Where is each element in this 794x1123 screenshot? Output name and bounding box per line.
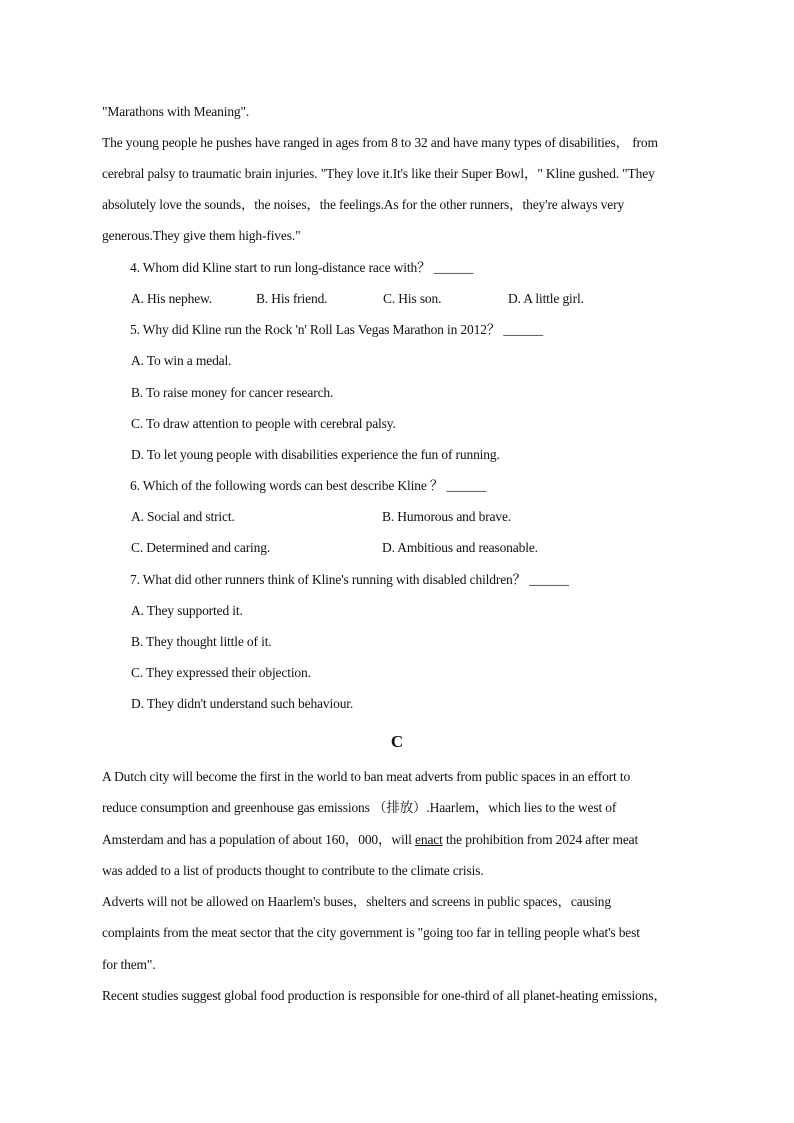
question-5-option-c: C. To draw attention to people with cerebral palsy. <box>131 416 396 431</box>
question-6-option-a: A. Social and strict. <box>131 509 235 524</box>
passage-c-line: reduce consumption and greenhouse gas emissions （排放）.Haarlem，which lies to the west of <box>102 800 617 815</box>
question-5-option-d: D. To let young people with disabilities experience the fun of running. <box>131 447 500 462</box>
section-heading: C <box>390 732 404 751</box>
passage-c-line: for them". <box>102 957 156 972</box>
passage-c-text: the prohibition from 2024 after meat <box>442 832 639 847</box>
question-6-option-c: C. Determined and caring. <box>131 540 271 555</box>
question-5-option-a: A. To win a medal. <box>131 353 232 368</box>
question-6-option-b: B. Humorous and brave. <box>382 509 512 524</box>
question-7-option-c: C. They expressed their objection. <box>131 665 311 680</box>
passage-c-line: complaints from the meat sector that the city government is "going too far in telling people what's best <box>102 925 640 940</box>
passage-c-line: A Dutch city will become the first in the world to ban meat adverts from public spaces in an effort to <box>102 769 631 784</box>
question-4-stem: 4. Whom did Kline start to run long-distance race with？ ______ <box>130 260 474 275</box>
question-5-stem: 5. Why did Kline run the Rock 'n' Roll Las Vegas Marathon in 2012？ ______ <box>130 322 543 337</box>
question-6-stem: 6. Which of the following words can best describe Kline ？ ______ <box>130 478 487 493</box>
question-4-option-a: A. His nephew. <box>131 291 213 306</box>
passage-c-line: Adverts will not be allowed on Haarlem's buses，shelters and screens in public spaces，causing <box>102 894 612 909</box>
question-7-option-a: A. They supported it. <box>131 603 243 618</box>
passage-c-line: Recent studies suggest global food production is responsible for one-third of all planet-heating emissions， <box>102 988 667 1003</box>
passage-c-line: was added to a list of products thought to contribute to the climate crisis. <box>102 863 484 878</box>
question-5-option-b: B. To raise money for cancer research. <box>131 385 334 400</box>
passage-line: "Marathons with Meaning". <box>102 104 250 119</box>
question-7-option-d: D. They didn't understand such behaviour. <box>131 696 354 711</box>
question-6-option-d: D. Ambitious and reasonable. <box>382 540 538 555</box>
passage-line: generous.They give them high-fives." <box>102 228 301 243</box>
passage-line: cerebral palsy to traumatic brain injuries. "They love it.It's like their Super Bowl，" Kline gushed. "They <box>102 166 655 181</box>
underlined-word: enact <box>415 832 443 847</box>
passage-c-text: Amsterdam and has a population of about 160，000，will <box>102 832 415 847</box>
question-4-option-d: D. A little girl. <box>508 291 584 306</box>
question-4-option-c: C. His son. <box>383 291 442 306</box>
question-7-option-b: B. They thought little of it. <box>131 634 272 649</box>
question-7-stem: 7. What did other runners think of Kline's running with disabled children？ ______ <box>130 572 569 587</box>
passage-line: absolutely love the sounds，the noises，the feelings.As for the other runners，they're always very <box>102 197 625 212</box>
passage-c-line <box>102 831 638 849</box>
question-4-option-b: B. His friend. <box>256 291 328 306</box>
passage-line: The young people he pushes have ranged in ages from 8 to 32 and have many types of disabilities， from <box>102 135 658 150</box>
